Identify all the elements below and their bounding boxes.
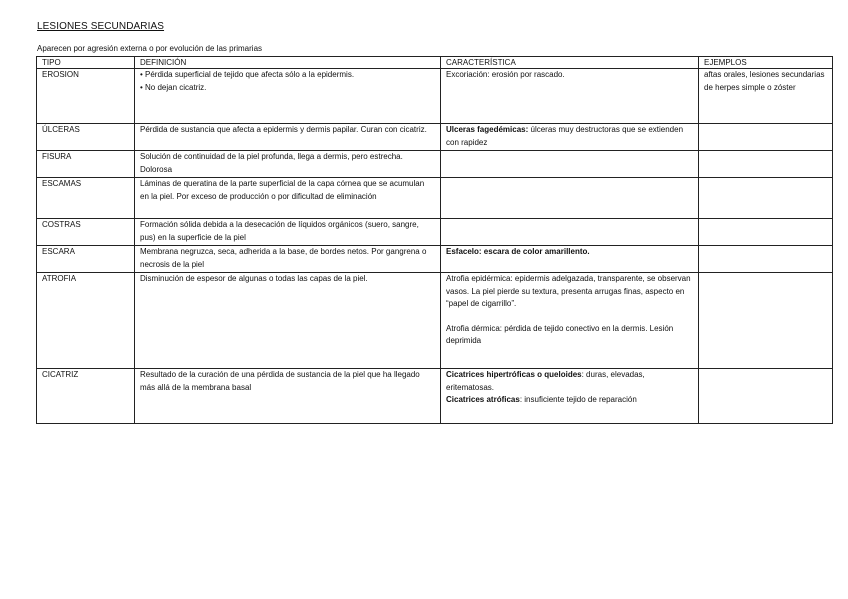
- cell-ejemplos: [699, 151, 833, 178]
- cell-ejemplos: [699, 273, 833, 369]
- cell-definicion: Disminución de espesor de algunas o todas las capas de la piel.: [135, 273, 441, 369]
- cell-tipo: ESCAMAS: [37, 178, 135, 219]
- characteristic-paragraph: Atrofia dérmica: pérdida de tejido conectivo en la dermis. Lesión deprimida: [446, 323, 674, 345]
- characteristic-paragraph: [446, 394, 693, 407]
- bold-term: Cicatrices atróficas: [446, 395, 520, 404]
- definition-bullet: • Pérdida superficial de tejido que afecta sólo a la epidermis.: [140, 70, 355, 79]
- cell-definicion: Pérdida de sustancia que afecta a epidermis y dermis papilar. Curan con cicatriz.: [135, 124, 441, 151]
- cell-tipo: COSTRAS: [37, 219, 135, 246]
- cell-caracteristica: [441, 273, 699, 369]
- cell-tipo: ATROFIA: [37, 273, 135, 369]
- table-row: [37, 178, 833, 219]
- cell-tipo: ÚLCERAS: [37, 124, 135, 151]
- header-definicion: DEFINICIÓN: [135, 57, 441, 69]
- table-row: [37, 369, 833, 424]
- characteristic-paragraph: Atrofia epidérmica: epidermis adelgazada, transparente, se observan vasos. La piel pierde su textura, presenta arrugas finas, aspecto en “papel de cigarrillo”.: [446, 274, 691, 308]
- term-description: : insuficiente tejido de reparación: [519, 395, 637, 404]
- cell-caracteristica: [441, 124, 699, 151]
- cell-ejemplos: [699, 219, 833, 246]
- characteristic-paragraph: [446, 369, 693, 394]
- table-row: [37, 151, 833, 178]
- cell-definicion: [135, 69, 441, 124]
- cell-ejemplos: [699, 178, 833, 219]
- header-ejemplos: EJEMPLOS: [699, 57, 833, 69]
- bold-term: Ulceras fagedémicas:: [446, 125, 529, 134]
- cell-caracteristica: [441, 246, 699, 273]
- cell-ejemplos: aftas orales, lesiones secundarias de herpes simple o zóster: [699, 69, 833, 124]
- cell-caracteristica: [441, 151, 699, 178]
- cell-tipo: CICATRIZ: [37, 369, 135, 424]
- header-caracteristica: CARACTERÍSTICA: [441, 57, 699, 69]
- table-row: [37, 69, 833, 124]
- cell-definicion: Formación sólida debida a la desecación de líquidos orgánicos (suero, sangre, pus) en la superficie de la piel: [135, 219, 441, 246]
- cell-tipo: ESCARA: [37, 246, 135, 273]
- document-title: LESIONES SECUNDARIAS: [37, 21, 165, 32]
- cell-definicion: Láminas de queratina de la parte superficial de la capa córnea que se acumulan en la piel. Por exceso de producción o por dificultad de eliminación: [135, 178, 441, 219]
- cell-tipo: FISURA: [37, 151, 135, 178]
- table-row: [37, 246, 833, 273]
- lesions-table: [36, 56, 833, 424]
- cell-definicion: Resultado de la curación de una pérdida de sustancia de la piel que ha llegado más allá de la membrana basal: [135, 369, 441, 424]
- intro-text: Aparecen por agresión externa o por evolución de las primarias: [37, 44, 263, 53]
- table-row: [37, 124, 833, 151]
- term-description: : duras, elevadas, eritematosas.: [446, 370, 645, 392]
- definition-bullet: • No dejan cicatriz.: [140, 82, 207, 92]
- cell-caracteristica: [441, 369, 699, 424]
- cell-caracteristica: [441, 219, 699, 246]
- cell-caracteristica: Excoriación: erosión por rascado.: [441, 69, 699, 124]
- cell-definicion: Solución de continuidad de la piel profunda, llega a dermis, pero estrecha. Dolorosa: [135, 151, 441, 178]
- table-row: [37, 219, 833, 246]
- table-row: [37, 273, 833, 369]
- cell-ejemplos: [699, 246, 833, 273]
- bold-term: Esfacelo: escara de color amarillento.: [446, 247, 590, 256]
- cell-tipo: EROSION: [37, 69, 135, 124]
- bold-term: Cicatrices hipertróficas o queloides: [446, 370, 582, 379]
- term-description: úlceras muy destructoras que se extienden con rapidez: [446, 125, 684, 147]
- cell-caracteristica: [441, 178, 699, 219]
- header-tipo: TIPO: [37, 57, 135, 69]
- cell-ejemplos: [699, 369, 833, 424]
- cell-definicion: Membrana negruzca, seca, adherida a la base, de bordes netos. Por gangrena o necrosis de la piel: [135, 246, 441, 273]
- cell-ejemplos: [699, 124, 833, 151]
- header-row: [37, 57, 833, 69]
